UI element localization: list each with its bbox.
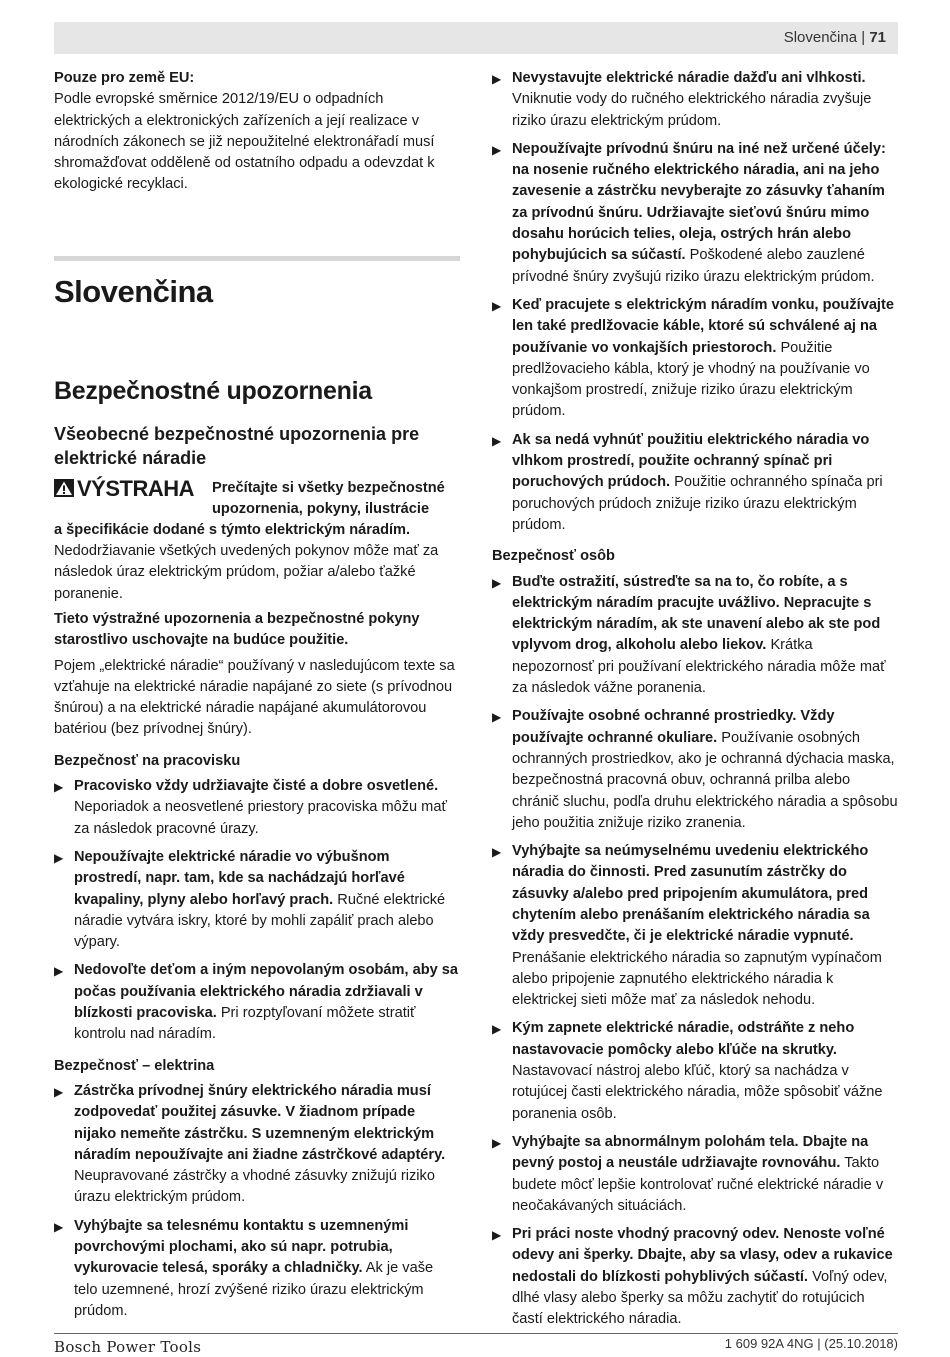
bullet-arrow-icon: ▶ [54,1084,64,1099]
list-item: ▶ Vyhýbajte sa neúmyselnému uvedeniu elektrického náradia do činnosti. Pred zasunutím zástrčky do zásuvky a/alebo pred pripojením akumulátora, pred chytením alebo prenášaním elektrického náradia sa vždy presvedčte, či je elektrické náradie vypnuté. Prenášanie elektrického náradia so zapnutým vypínačom alebo pripojenie zapnutého elektrického náradia k elektrickej sieti môže mať za následok nehodu. [492,843,882,1009]
bullet-arrow-icon: ▶ [492,845,502,860]
term-definition: Pojem „elektrické náradie“ používaný v nasledujúcom texte sa vzťahuje na elektrické náradie napájané zo siete (s prívodnou šnúrou) a na elektrické náradie napájané akumulátorovou batériou (bez prívodnej šnúry). [54,657,455,738]
keep-instructions: Tieto výstražné upozornenia a bezpečnostné pokyny starostlivo uschovajte na budúce použitie. [54,610,420,649]
bullet-arrow-icon: ▶ [492,575,502,590]
bullet-arrow-icon: ▶ [492,1135,502,1150]
warning-block [54,475,460,520]
personal-safety-title: Bezpečnosť osôb [492,548,615,565]
bullet-arrow-icon: ▶ [492,433,502,448]
warning-word: VÝSTRAHA [77,475,195,501]
page-number: 71 [869,29,886,46]
list-item: ▶ Nevystavujte elektrické náradie dažďu ani vlhkosti. Vniknutie vody do ručného elektrického náradia zvyšuje riziko úrazu elektrickým prúdom. [492,70,872,129]
bullet-arrow-icon: ▶ [54,1219,64,1234]
left-column [54,68,460,1322]
list-item: ▶ Pri práci noste vhodný pracovný odev. Nenoste voľné odevy ani šperky. Dbajte, aby sa vlasy, odev a rukavice nedostali do blízkosti pohyblivých súčastí. Voľný odev, dlhé vlasy alebo šperky sa môžu zachytiť do rotujúcich častí elektrického náradia. [492,1226,893,1328]
bullet-arrow-icon: ▶ [492,1022,502,1037]
list-item: ▶ Ak sa nedá vyhnúť použitiu elektrického náradia vo vlhkom prostredí, použite ochranný spínač pri poruchových prúdoch. Použitie ochranného spínača pri poruchových prúdoch znižuje riziko úrazu elektrickým prúdom. [492,431,883,533]
list-item: ▶ Buďte ostražití, sústreďte sa na to, čo robíte, a s elektrickým náradím pracujte uvážlivo. Nepracujte s elektrickým náradím, ak ste unavení alebo ak ste pod vplyvom drog, alkoholu alebo liekov. Krátka nepozornosť pri používaní elektrického náradia môže mať za následok vážne poranenia. [492,573,886,697]
general-safety-heading: Všeobecné bezpečnostné upozornenia pre elektrické náradie [54,423,420,468]
list-item: ▶ Vyhýbajte sa telesnému kontaktu s uzemnenými povrchovými plochami, ako sú napr. potrubia, vykurovacie telesá, sporáky a chladničky. Ak je vaše telo uzemnené, hrozí zvýšené riziko úrazu elektrickým prúdom. [54,1217,434,1319]
header-language: Slovenčina [783,29,858,46]
electric-safety-title: Bezpečnosť – elektrina [54,1057,215,1074]
workplace-safety-title: Bezpečnosť na pracovisku [54,752,241,769]
warning-label [54,475,195,501]
list-item: ▶ Nedovoľte deťom a iným nepovolaným osobám, aby sa počas používania elektrického náradia zdržiavali v blízkosti pracoviska. Pri rozptyľovaní môžete stratiť kontrolu nad náradím. [54,962,459,1043]
section-divider [54,256,460,261]
bullet-arrow-icon: ▶ [54,850,64,865]
bullet-arrow-icon: ▶ [54,780,64,795]
page-header [54,22,898,54]
list-item: ▶ Kým zapnete elektrické náradie, odstráňte z neho nastavovacie pomôcky alebo kľúče na skrutky. Nastavovací nástroj alebo kľúč, ktorý sa nachádza v rotujúcej časti elektrického náradia, môže spôsobiť vážne poranenia osôb. [492,1020,883,1122]
safety-heading: Bezpečnostné upozornenia [54,376,372,405]
language-title: Slovenčina [54,273,213,309]
document-code: 1 609 92A 4NG | (25.10.2018) [724,1336,898,1351]
list-item: ▶ Pracovisko vždy udržiavajte čisté a dobre osvetlené. Neporiadok a neosvetlené priestory pracoviska môžu mať za následok pracovné úrazy. [54,778,447,837]
right-column [492,68,898,1331]
warning-triangle-icon [54,479,74,497]
list-item: ▶ Nepoužívajte prívodnú šnúru na iné než určené účely: na nosenie ručného elektrického náradia, ani na jeho zavesenie a zástrčku nevyberajte zo zásuvky ťahaním za prívodnú šnúru. Udržiavajte sieťovú šnúru mimo dosahu horúcich telies, oleja, ostrých hrán alebo pohybujúcich sa súčastí. Poškodené alebo zauzlené prívodné šnúry zvyšujú riziko úrazu elektrickým prúdom. [492,140,886,285]
list-item: ▶ Zástrčka prívodnej šnúry elektrického náradia musí zodpovedať použitej zásuvke. V žiadnom prípade nijako nemeňte zástrčku. S uzemneným elektrickým náradím nepoužívajte ani žiadne zástrčkové adaptéry. Neupravované zástrčky a vhodné zásuvky znižujú riziko úrazu elektrickým prúdom. [54,1082,446,1206]
footer-divider [54,1333,898,1334]
warning-continuation: a špecifikácie dodané s týmto elektrickým náradím. [54,521,411,538]
eu-text: Podle evropské směrnice 2012/19/EU o odpadních elektrických a elektronických zařízeních a její realizace v národních zákonech se již nepoužitelné elektronářadí musí shromažďovat odděleně od ostatního odpadu a odevzdat k ekologické recyklaci. [54,91,435,193]
bullet-arrow-icon: ▶ [492,1228,502,1243]
list-item: ▶ Vyhýbajte sa abnormálnym polohám tela. Dbajte na pevný postoj a neustále udržiavajte rovnováhu. Takto budete môcť lepšie kontrolovať ručné elektrické náradie v neočakávaných situáciách. [492,1133,884,1214]
list-item: ▶ Používajte osobné ochranné prostriedky. Vždy používajte ochranné okuliare. Používanie osobných ochranných prostriedkov, ako je ochranná dýchacia maska, bezpečnostná pracovná obuv, ochranná prilba alebo chránič sluchu, podľa druhu elektrického náradia a spôsobu jeho použitia znižuje riziko zranenia. [492,708,898,831]
list-item: ▶ Keď pracujete s elektrickým náradím vonku, používajte len také predlžovacie káble, ktoré sú schválené aj na používanie vo vonkajších priestoroch. Použitie predlžovacieho kábla, ktorý je vhodný na používanie vo vonkajšom prostredí, znižuje riziko úrazu elektrickým prúdom. [492,296,894,420]
brand-logo: Bosch Power Tools [54,1338,202,1356]
eu-title: Pouze pro země EU: [54,70,195,86]
bullet-arrow-icon: ▶ [492,710,502,725]
header-label: Slovenčina | 71 [783,29,886,46]
bullet-arrow-icon: ▶ [492,298,502,313]
bullet-arrow-icon: ▶ [492,142,502,157]
bullet-arrow-icon: ▶ [492,72,502,86]
list-item: ▶ Nepoužívajte elektrické náradie vo výbušnom prostredí, napr. tam, kde sa nachádzajú horľavé kvapaliny, plyny alebo horľavý prach. Ručné elektrické náradie vytvára iskry, ktoré by mohli zapáliť prach alebo výpary. [54,848,446,951]
warning-text: Nedodržiavanie všetkých uvedených pokynov môže mať za následok úraz elektrickým prúdom, požiar a/alebo ťažké poranenie. [54,543,439,602]
bullet-arrow-icon: ▶ [54,964,64,979]
warning-lead: Prečítajte si všetky bezpečnostné upozornenia, pokyny, ilustrácie [212,479,445,518]
